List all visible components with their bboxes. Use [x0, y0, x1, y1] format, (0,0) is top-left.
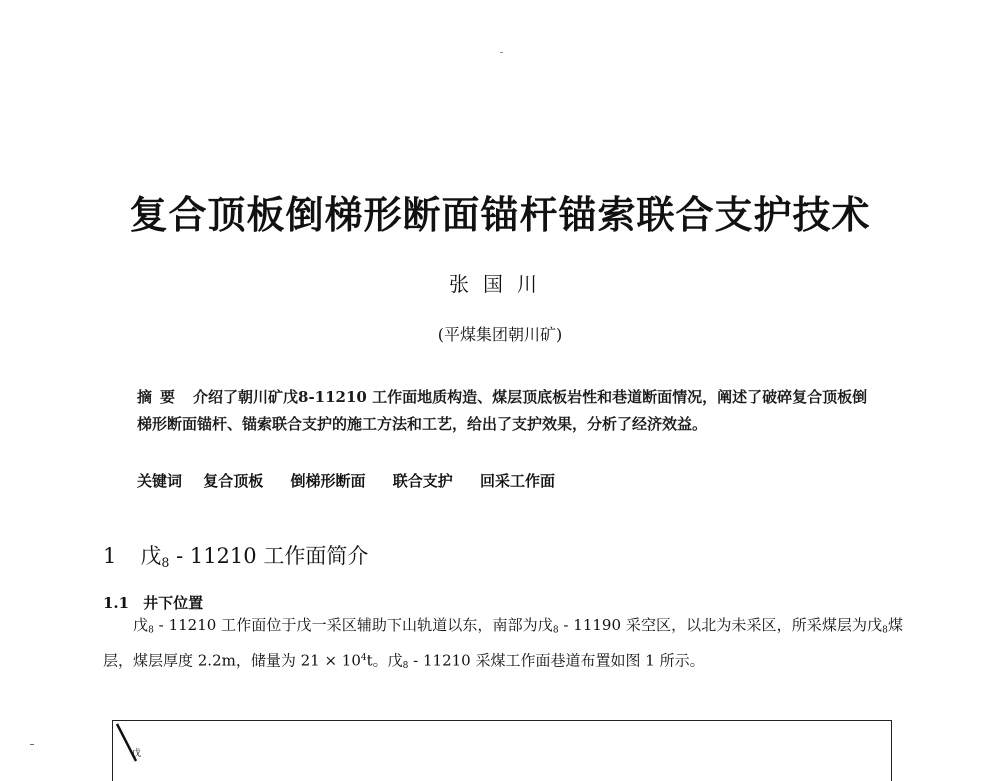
keyword-item: 联合支护 — [392, 472, 453, 490]
text-sub: 8 — [402, 660, 409, 671]
scan-speck — [30, 744, 34, 745]
keywords-block — [137, 470, 872, 491]
abstract-label: 摘要 — [137, 388, 184, 406]
paragraph-text — [103, 612, 903, 680]
text-run: t。戊 — [366, 651, 403, 670]
text-sub: 8 — [882, 625, 888, 636]
text-run: - 11190 采空区，以北为未采区，所采煤层为戊 — [558, 616, 883, 634]
keyword-item: 倒梯形断面 — [290, 472, 366, 490]
paper-title: 复合顶板倒梯形断面锚杆锚索联合支护技术 — [129, 192, 871, 237]
author-affiliation: (平煤集团朝川矿) — [437, 325, 563, 344]
subsection-title: 井下位置 — [143, 594, 204, 612]
subsection-heading — [103, 592, 203, 613]
scan-speck — [500, 52, 503, 53]
abstract-text: 介绍了朝川矿戊8-11210 工作面地质构造、煤层顶底板岩性和巷道断面情况，阐述了破碎复合顶板倒梯形断面锚杆、锚索联合支护的施工方法和工艺，给出了支护效果，分析了经济效益。 — [137, 388, 868, 433]
body-paragraph — [103, 612, 903, 680]
keyword-item: 复合顶板 — [203, 472, 264, 490]
text-run: 煤层，煤层厚度 2.2m，储量为 21 × 10 — [103, 616, 903, 670]
subsection-number: 1.1 — [103, 594, 130, 612]
section-title-sub: 8 — [161, 554, 170, 570]
section-heading — [103, 540, 368, 570]
text-sub: 8 — [148, 625, 154, 636]
text-run: 戊 — [133, 616, 149, 634]
text-run: - 11210 采煤工作面巷道布置如图 1 所示。 — [408, 651, 705, 670]
text-run: - 11210 工作面位于戊一采区辅助下山轨道以东，南部为戊 — [153, 616, 553, 634]
text-sub: 8 — [552, 625, 559, 636]
author-name: 张国川 — [449, 272, 551, 296]
keyword-item: 回采工作面 — [480, 472, 556, 490]
text-sup: 4 — [360, 652, 367, 663]
section-title-post: - 11210 工作面简介 — [169, 544, 369, 568]
keywords-label: 关键词 — [137, 472, 183, 490]
section-title-pre: 戊 — [140, 544, 162, 568]
figure-label: 戊 — [132, 749, 142, 759]
section-number: 1 — [103, 544, 117, 568]
abstract-block — [137, 384, 872, 438]
figure-frame — [112, 720, 892, 781]
